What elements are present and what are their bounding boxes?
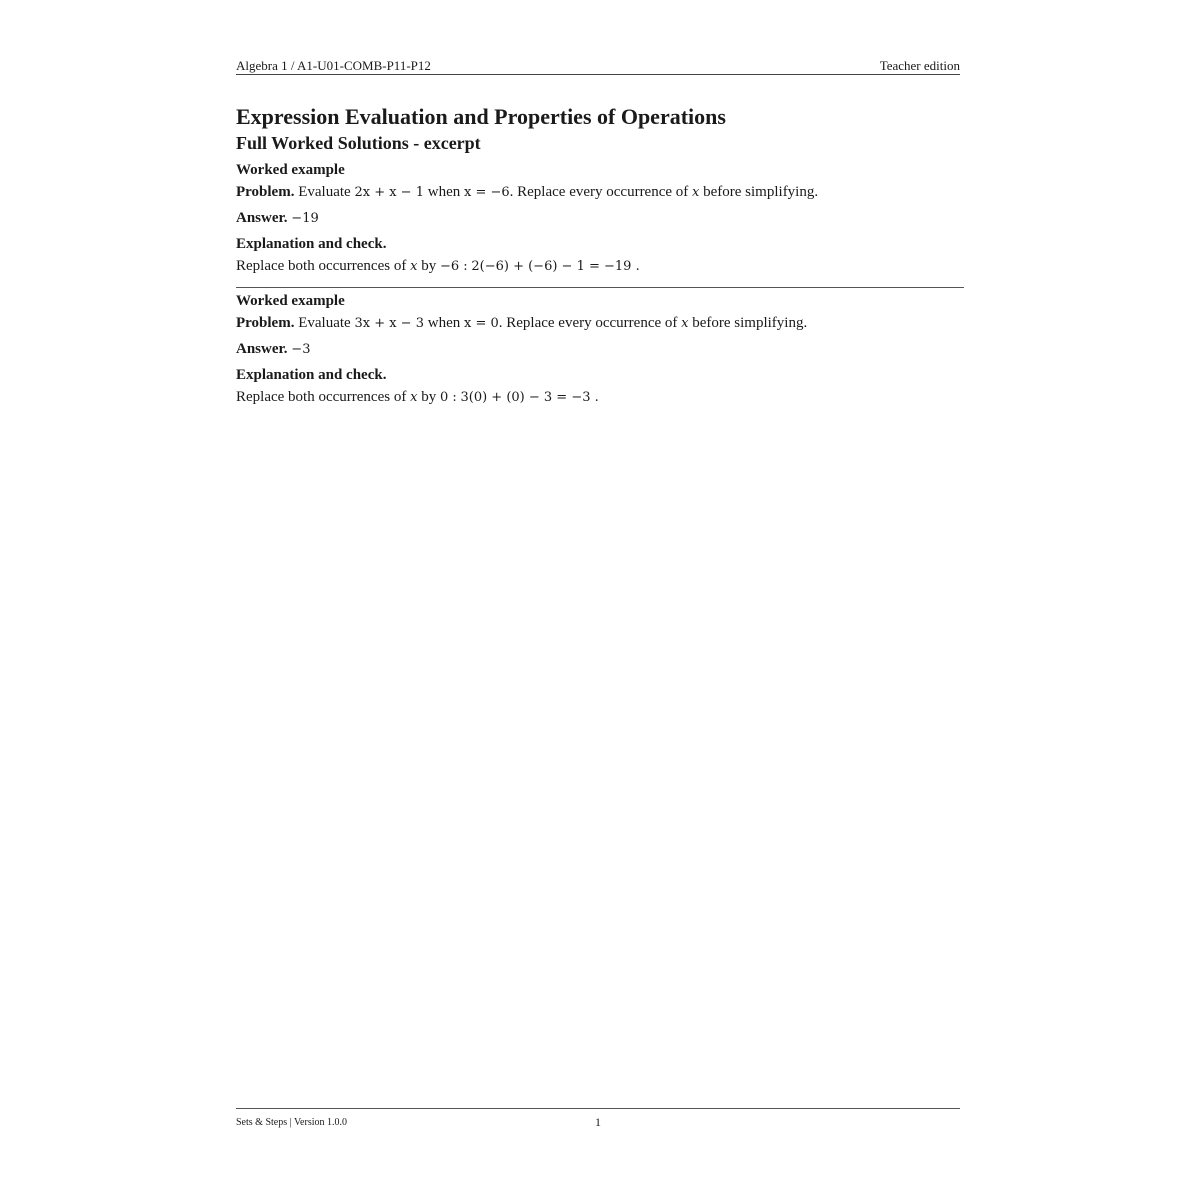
answer-value: −19 — [291, 211, 319, 226]
explanation-heading: Explanation and check. — [236, 236, 387, 252]
explanation-variable: x — [410, 390, 418, 405]
problem-continuation: . Replace every occurrence of — [498, 315, 678, 331]
problem-label: Problem. — [236, 184, 295, 200]
answer-value: −3 — [291, 342, 311, 357]
check-computation: 2(−6) + (−6) − 1 = −19 . — [471, 259, 640, 274]
running-header — [236, 58, 960, 75]
when-word: when — [427, 184, 461, 200]
condition: x = −6 — [463, 185, 510, 200]
variable: x — [692, 185, 700, 200]
course-breadcrumb: Algebra 1 / A1-U01-COMB-P11-P12 — [236, 58, 431, 73]
problem-continuation: . Replace every occurrence of — [509, 184, 689, 200]
section-divider — [236, 287, 964, 288]
substitution-value: −6 : — [439, 259, 468, 274]
problem-line — [236, 184, 818, 201]
problem-end: before simplifying. — [692, 315, 808, 331]
answer-label: Answer. — [236, 210, 288, 226]
problem-intro: Evaluate — [298, 315, 351, 331]
version-label: Sets & Steps | Version 1.0.0 — [236, 1117, 347, 1128]
substitution-value: 0 : — [439, 390, 457, 405]
worked-example-2 — [236, 293, 964, 413]
example-heading: Worked example — [236, 162, 345, 178]
document-title: Expression Evaluation and Properties of Operations — [236, 104, 726, 129]
problem-line — [236, 315, 807, 332]
expression: 3x + x − 3 — [354, 316, 424, 331]
document-subtitle: Full Worked Solutions - excerpt — [236, 133, 481, 153]
explanation-heading: Explanation and check. — [236, 367, 387, 383]
problem-end: before simplifying. — [703, 184, 819, 200]
example-heading: Worked example — [236, 293, 345, 309]
explanation-intro: Replace both occurrences of — [236, 389, 407, 405]
explanation-variable: x — [410, 259, 418, 274]
problem-intro: Evaluate — [298, 184, 351, 200]
answer-line — [236, 341, 310, 358]
when-word: when — [427, 315, 461, 331]
expression: 2x + x − 1 — [354, 185, 424, 200]
explanation-line — [236, 258, 640, 275]
problem-label: Problem. — [236, 315, 295, 331]
answer-line — [236, 210, 319, 227]
answer-label: Answer. — [236, 341, 288, 357]
explanation-line — [236, 389, 599, 406]
worked-example-1 — [236, 162, 964, 282]
edition-label: Teacher edition — [879, 58, 960, 73]
page-number: 1 — [595, 1115, 601, 1129]
by-word: by — [421, 258, 437, 274]
explanation-intro: Replace both occurrences of — [236, 258, 407, 274]
variable: x — [681, 316, 689, 331]
check-computation: 3(0) + (0) − 3 = −3 . — [460, 390, 599, 405]
condition: x = 0 — [463, 316, 499, 331]
by-word: by — [421, 389, 437, 405]
running-footer — [236, 1108, 960, 1139]
